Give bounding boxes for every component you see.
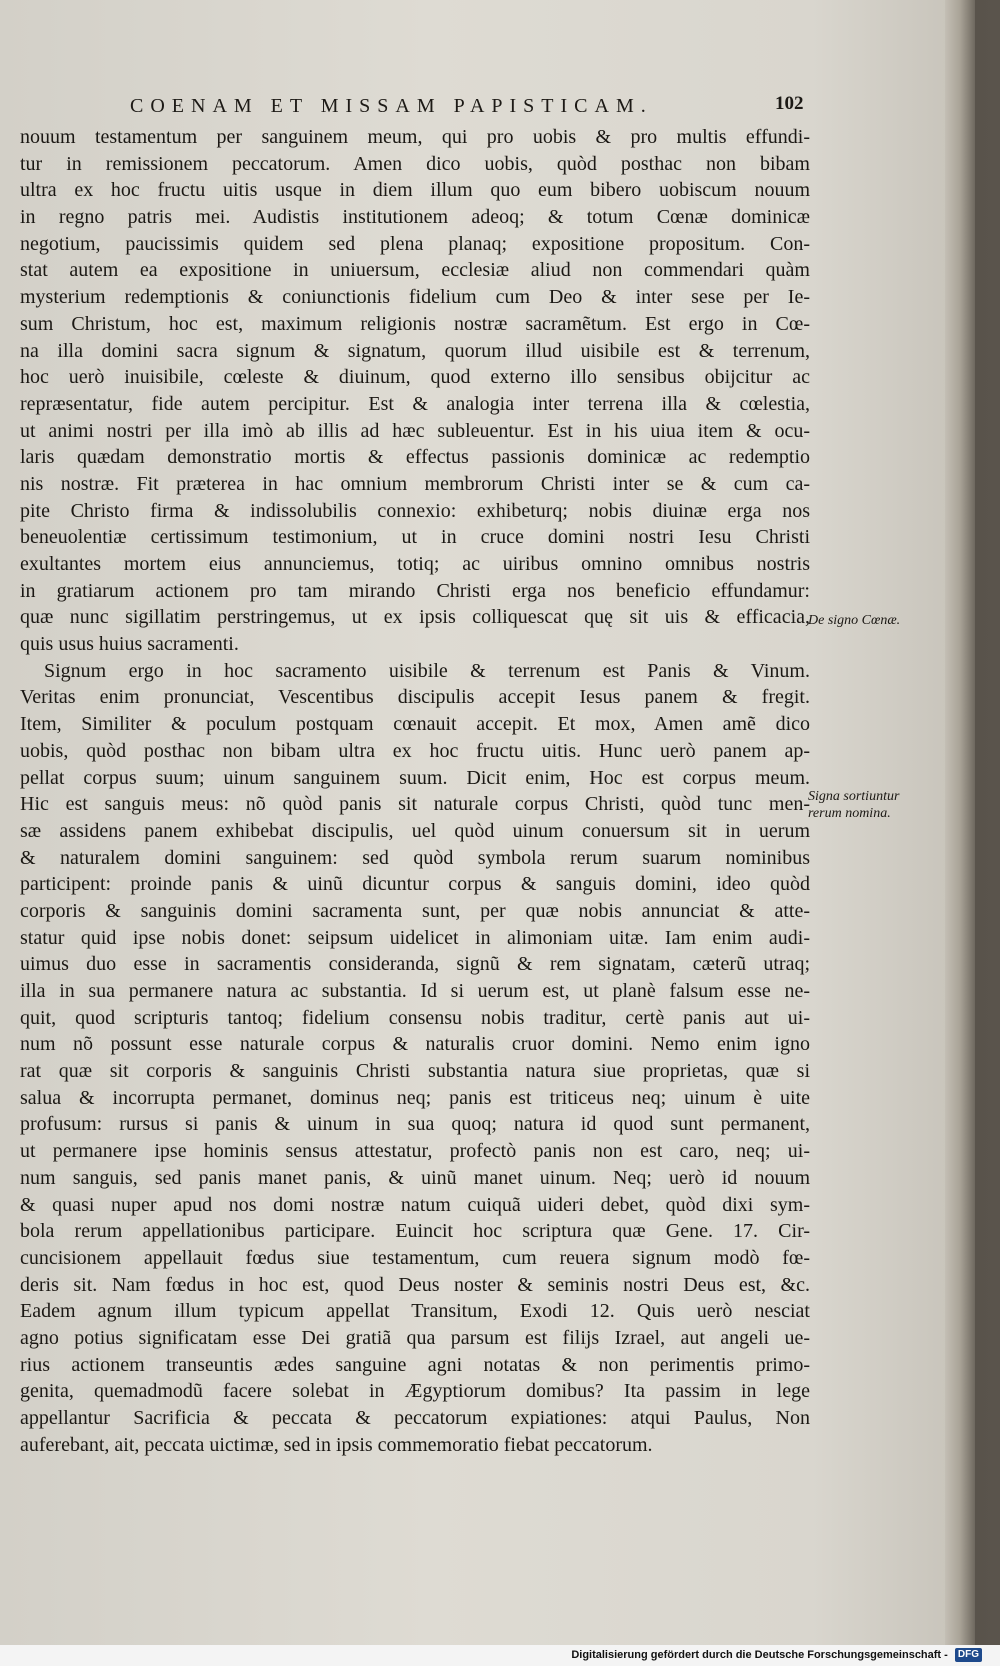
text-line: beneuolentiæ certissimum testimonium, ut in cruce domini nostri Iesu Christi [20,526,810,549]
text-line: Veritas enim pronunciat, Vescentibus discipulis accepit Iesus panem & fregit. [20,686,810,709]
text-line: appellantur Sacrificia & peccata & peccatorum expiationes: atqui Paulus, Non [20,1407,810,1429]
running-title: COENAM ET MISSAM PAPISTICAM. [130,95,653,117]
text-line: quit, quod scripturis tantoq; fidelium consensu nobis traditur, certè panis aut ui- [20,1006,810,1029]
text-line: profusum: rursus si panis & uinum in sua quoq; natura id quod sunt permanent, [20,1113,810,1136]
text-line: num nõ possunt esse naturale corpus & naturalis cruor domini. Nemo enim igno [20,1033,810,1056]
text-line: quæ nunc sigillatim perstringemus, ut ex ipsis colliquescat quę sit uis & efficacia, [20,606,810,629]
text-line: ut animi nostri per illa imò ab illis ad hæc subleuentur. Est in his uiua item & ocu- [20,419,810,442]
text-line: Hic est sanguis meus: nõ quòd panis sit naturale corpus Christi, quòd tunc men- [20,793,810,816]
text-line: nis nostræ. Fit præterea in hac omnium membrorum Christi inter se & cum ca- [20,472,810,495]
text-line: bola rerum appellationibus participare. Euincit hoc scriptura quæ Gene. 17. Cir- [20,1220,810,1243]
text-line: exultantes mortem eius annunciemus, totiq; ac uiribus omnino omnibus nostris [20,553,810,575]
text-line: negotium, paucissimis quidem sed plena planaq; expositione propositum. Con- [20,232,810,255]
text-line: & quasi nuper apud nos domi nostræ natum cuiquã uideri debet, quòd dixi sym- [20,1193,810,1216]
text-line: pite Christo firma & indissolubilis connexio: exhibeturq; nobis diuinæ erga nos [20,499,810,522]
text-line: repræsentatur, fide autem percipitur. Est & analogia inter terrena illa & cœlestia, [20,392,810,415]
page-edge [945,0,975,1645]
text-line: hoc uerò inuisibile, cœleste & diuinum, quod externo illo sensibus obijcitur ac [20,366,810,389]
marginal-note-de-signo: De signo Cœnæ. [808,613,901,628]
text-line: nouum testamentum per sanguinem meum, qui pro uobis & pro multis effundi- [20,126,810,148]
text-line: num sanguis, sed panis manet panis, & uinũ manet uinum. Neq; uerò id nouum [20,1166,810,1189]
text-line: corporis & sanguinis domini sacramenta sunt, per quæ nobis annunciat & atte- [20,899,810,922]
text-line: statur quid ipse nobis donet: seipsum uidelicet in alimoniam uitæ. Iam enim audi- [20,926,810,949]
text-line: rat quæ sit corporis & sanguinis Christi substantia natura siue proprietas, quæ si [20,1060,810,1083]
text-line: ut permanere ipse hominis sensus attestatur, profectò panis non est caro, neq; ui- [20,1140,810,1163]
text-line: na illa domini sacra signum & signatum, quorum illud uisibile est & terrenum, [20,339,810,362]
text-line: Signum ergo in hoc sacramento uisibile & terrenum est Panis & Vinum. [44,659,810,682]
dfg-logo: DFG [955,1648,982,1662]
text-line: auferebant, ait, peccata uictimæ, sed in ipsis commemoratio fiebat peccatorum. [20,1433,653,1456]
marginal-note-signa: Signa sortiuntur rerum nomina. [808,789,900,821]
text-line: cuncisionem appellauit fœdus siue testamentum, cum reuera signum modò fœ- [20,1246,810,1269]
text-line: sæ assidens panem exhibebat discipulis, uel quòd uinum conuersum sit in uerum [20,819,810,842]
text-line: sum Christum, hoc est, maximum religionis nostræ sacramẽtum. Est ergo in Cœ- [20,312,810,335]
text-line: mysterium redemptionis & coniunctionis fidelium cum Deo & inter sese per Ie- [20,286,810,309]
text-line: agno potius significatam esse Dei gratiã qua parsum est filijs Izrael, aut angeli ue- [20,1326,810,1349]
text-line: Eadem agnum illum typicum appellat Transitum, Exodi 12. Quis uerò nesciat [20,1300,810,1323]
text-line: uimus duo esse in sacramentis consideranda, signũ & rem signatam, cæterũ utraq; [20,953,810,976]
text-line: tur in remissionem peccatorum. Amen dico uobis, quòd posthac non bibam [20,152,810,175]
folio-number: 102 [775,93,804,114]
footer-credit: Digitalisierung gefördert durch die Deutsche Forschungsgemeinschaft - [571,1649,948,1661]
text-line: participent: proinde panis & uinũ dicuntur corpus & sanguis domini, ideo quòd [20,873,810,896]
text-line: rius actionem transeuntis ædes sanguine agni notatas & non perimentis primo- [20,1353,810,1376]
text-line: genita, quemadmodũ facere solebat in Ægyptiorum domibus? Ita passim in lege [20,1380,810,1403]
text-line: pellat corpus suum; uinum sanguinem suum. Dicit enim, Hoc est corpus meum. [20,766,810,789]
text-line: stat autem ea expositione in uniuersum, ecclesiæ aliud non commendari quàm [20,259,810,282]
digitization-footer [0,1645,1000,1666]
text-line: ultra ex hoc fructu uitis usque in diem illum quo eum bibero uobiscum nouum [20,179,810,202]
text-line: quis usus huius sacramenti. [20,633,239,656]
text-line: uobis, quòd posthac non bibam ultra ex hoc fructu uitis. Hunc uerò panem ap- [20,739,810,762]
text-line: deris sit. Nam fœdus in hoc est, quod Deus noster & seminis nostri Deus est, &c. [20,1273,810,1296]
main-text-block [20,124,810,1458]
text-line: & naturalem domini sanguinem: sed quòd symbola rerum suarum nominibus [20,846,810,869]
text-line: salua & incorrupta permanet, dominus neq; panis est triticeus neq; uinum è uite [20,1086,810,1109]
footer-credit-wrap [571,1645,982,1666]
text-line: in regno patris mei. Audistis institutionem adeoq; & totum Cœnæ dominicæ [20,206,810,229]
text-line: illa in sua permanere natura ac substantia. Id si uerum est, ut planè falsum esse ne- [20,980,810,1002]
text-line: in gratiarum actionem pro tam mirando Christi erga nos beneficio effundamur: [20,579,810,602]
text-line: laris quædam demonstratio mortis & effectus passionis dominicæ ac redemptio [20,446,810,469]
text-line: Item, Similiter & poculum postquam cœnauit accepit. Et mox, Amen amẽ dico [20,713,810,736]
